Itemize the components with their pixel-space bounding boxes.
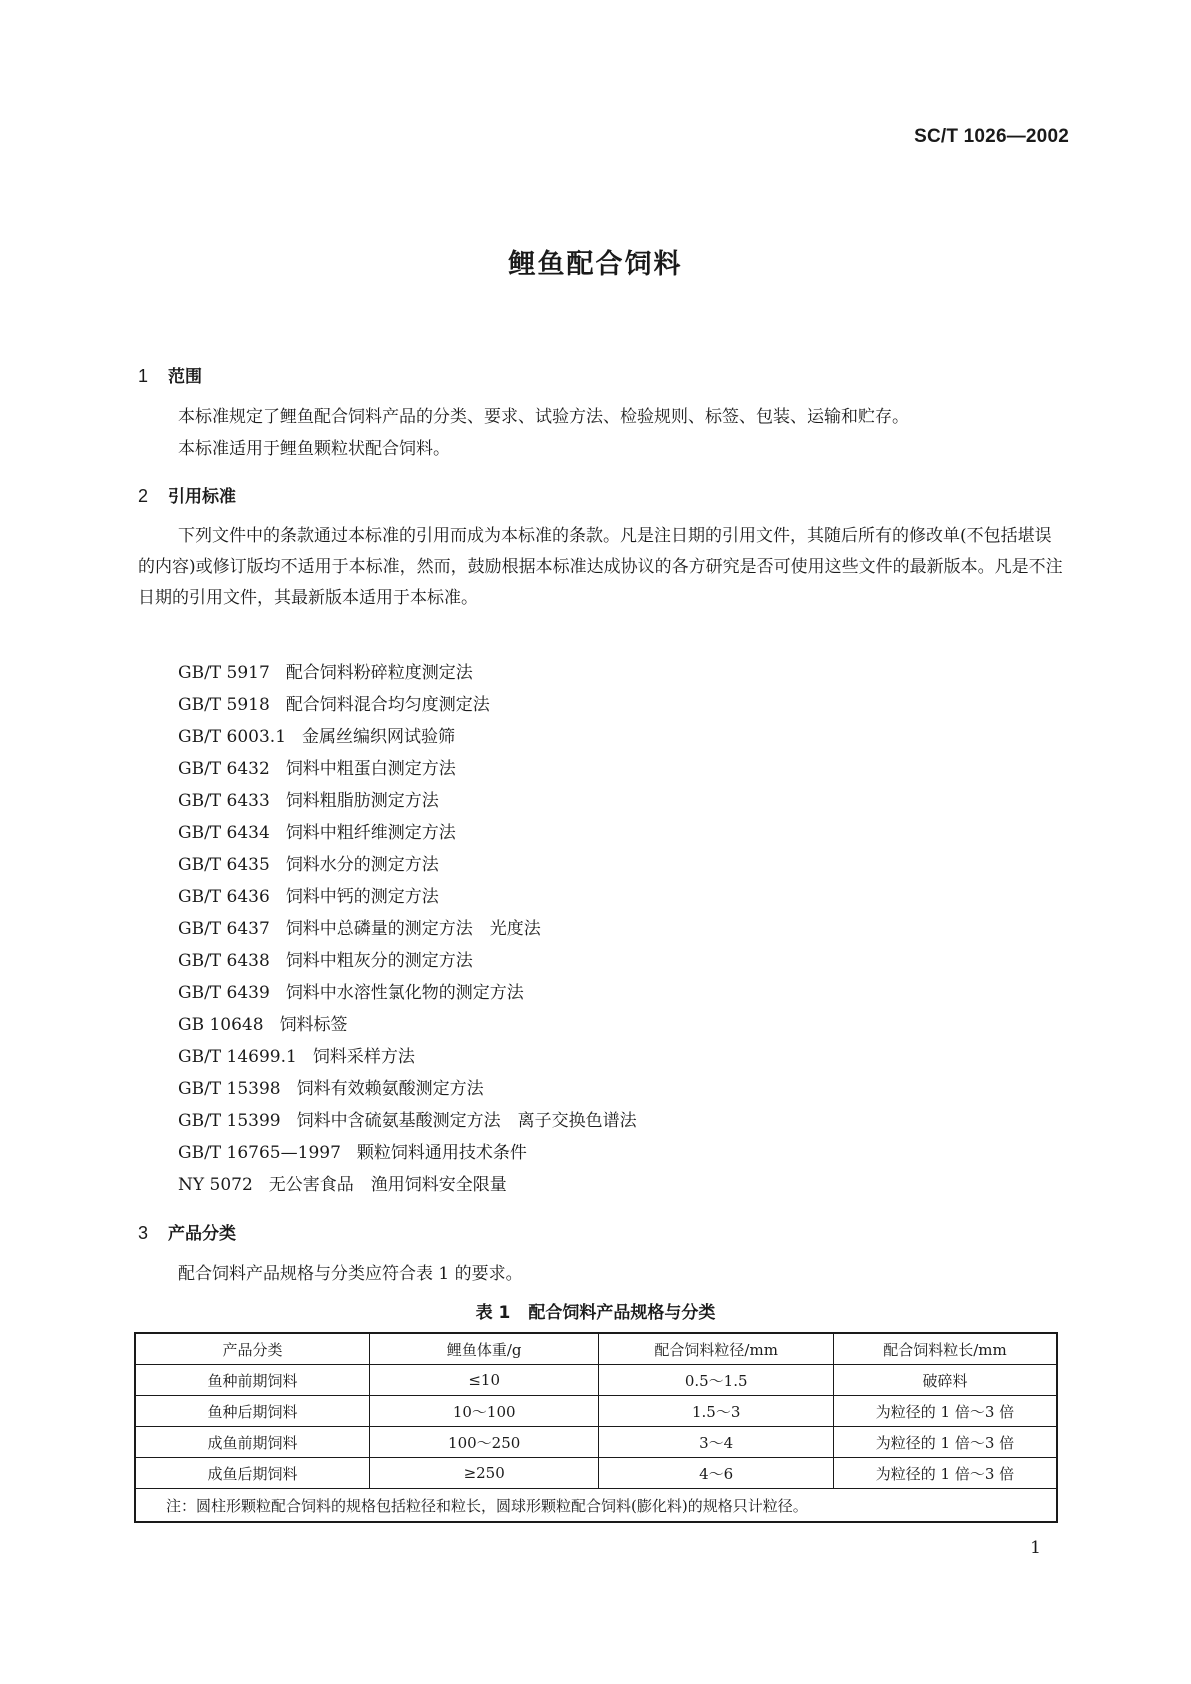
product-spec-table: [134, 1332, 1058, 1523]
table-row: [135, 1427, 1057, 1458]
reference-name: 饲料粗脂肪测定方法: [285, 791, 439, 811]
section-1-heading: [138, 362, 202, 387]
reference-name: 饲料中粗纤维测定方法: [285, 823, 456, 843]
document-title: 鲤鱼配合饲料: [508, 249, 683, 280]
reference-code: GB/T 15399: [178, 1111, 281, 1131]
table-cell: 鱼种前期饲料: [135, 1365, 369, 1396]
table-cell: 100～250: [369, 1427, 599, 1458]
reference-item: [178, 1169, 978, 1201]
table-cell: 鱼种后期饲料: [135, 1396, 369, 1427]
table-cell: 破碎料: [833, 1365, 1057, 1396]
reference-code: GB/T 6435: [178, 855, 270, 875]
section-number: 1: [138, 366, 149, 386]
reference-item: [178, 977, 978, 1009]
table-row: [135, 1396, 1057, 1427]
reference-code: GB/T 6003.1: [178, 727, 287, 747]
table-caption: [0, 1298, 1191, 1323]
table-cell: 0.5～1.5: [599, 1365, 834, 1396]
reference-name: 无公害食品 渔用饲料安全限量: [268, 1175, 507, 1195]
section-title: 范围: [168, 367, 202, 387]
reference-code: GB/T 5918: [178, 695, 270, 715]
reference-name: 饲料中含硫氨基酸测定方法 离子交换色谱法: [296, 1111, 637, 1131]
section-number: 2: [138, 486, 149, 506]
reference-item: [178, 1137, 978, 1169]
table-cell: 1.5～3: [599, 1396, 834, 1427]
table-row: [135, 1365, 1057, 1396]
reference-item: [178, 913, 978, 945]
table-note-row: [135, 1489, 1057, 1523]
reference-item: [178, 689, 978, 721]
section-title: 引用标准: [168, 487, 236, 507]
table-cell: ≥250: [369, 1458, 599, 1489]
reference-name: 配合饲料混合均匀度测定法: [285, 695, 490, 715]
table-cell: 为粒径的 1 倍～3 倍: [833, 1396, 1057, 1427]
table-header-cell: 产品分类: [135, 1333, 369, 1365]
reference-item: [178, 657, 978, 689]
reference-code: GB/T 6438: [178, 951, 270, 971]
table-header-row: [135, 1333, 1057, 1365]
reference-item: [178, 817, 978, 849]
table-header-cell: 配合饲料粒径/mm: [599, 1333, 834, 1365]
table-cell: ≤10: [369, 1365, 599, 1396]
table-cell: 4～6: [599, 1458, 834, 1489]
reference-name: 配合饲料粉碎粒度测定法: [285, 663, 473, 683]
standard-code: SC/T 1026—2002: [914, 126, 1069, 147]
reference-code: GB/T 14699.1: [178, 1047, 297, 1067]
table-header-cell: 鲤鱼体重/g: [369, 1333, 599, 1365]
section-title: 产品分类: [168, 1224, 236, 1244]
reference-code: GB/T 5917: [178, 663, 270, 683]
reference-name: 饲料中粗灰分的测定方法: [285, 951, 473, 971]
reference-name: 饲料中水溶性氯化物的测定方法: [285, 983, 524, 1003]
reference-name: 饲料采样方法: [312, 1047, 415, 1067]
table-cell: 为粒径的 1 倍～3 倍: [833, 1458, 1057, 1489]
reference-name: 金属丝编织网试验筛: [302, 727, 456, 747]
reference-item: [178, 721, 978, 753]
reference-name: 饲料标签: [279, 1015, 348, 1035]
table-title: 配合饲料产品规格与分类: [528, 1303, 716, 1323]
reference-item: [178, 1073, 978, 1105]
reference-code: GB/T 6432: [178, 759, 270, 779]
table-cell: 成鱼前期饲料: [135, 1427, 369, 1458]
section-1-paragraph-1: 本标准规定了鲤鱼配合饲料产品的分类、要求、试验方法、检验规则、标签、包装、运输和贮存。: [178, 407, 909, 427]
section-3-paragraph-1: 配合饲料产品规格与分类应符合表 1 的要求。: [178, 1264, 523, 1284]
table-cell: 成鱼后期饲料: [135, 1458, 369, 1489]
reference-code: GB/T 16765—1997: [178, 1143, 341, 1163]
reference-item: [178, 849, 978, 881]
reference-name: 饲料中总磷量的测定方法 光度法: [285, 919, 541, 939]
reference-code: GB/T 6436: [178, 887, 270, 907]
reference-item: [178, 1105, 978, 1137]
table-cell: 为粒径的 1 倍～3 倍: [833, 1427, 1057, 1458]
table-cell: 10～100: [369, 1396, 599, 1427]
table-cell: 3～4: [599, 1427, 834, 1458]
reference-name: 饲料有效赖氨酸测定方法: [296, 1079, 484, 1099]
page-number: 1: [1030, 1538, 1041, 1558]
section-2-paragraph-1: 下列文件中的条款通过本标准的引用而成为本标准的条款。凡是注日期的引用文件，其随后所有的修改单(不包括堪误的内容)或修订版均不适用于本标准，然而，鼓励根据本标准达成协议的各方研究是否可使用这些文件的最新版本。凡是不注日期的引用文件，其最新版本适用于本标准。: [138, 526, 1063, 608]
reference-code: GB/T 6434: [178, 823, 270, 843]
reference-name: 饲料水分的测定方法: [285, 855, 439, 875]
reference-code: GB/T 6437: [178, 919, 270, 939]
reference-name: 颗粒饲料通用技术条件: [356, 1143, 527, 1163]
table-header-cell: 配合饲料粒长/mm: [833, 1333, 1057, 1365]
section-1-paragraph-2: 本标准适用于鲤鱼颗粒状配合饲料。: [178, 439, 450, 459]
reference-item: [178, 945, 978, 977]
reference-code: GB 10648: [178, 1015, 264, 1035]
reference-code: NY 5072: [178, 1175, 253, 1195]
reference-name: 饲料中钙的测定方法: [285, 887, 439, 907]
reference-item: [178, 753, 978, 785]
section-2-heading: [138, 482, 236, 507]
table-note: 注：圆柱形颗粒配合饲料的规格包括粒径和粒长，圆球形颗粒配合饲料(膨化料)的规格只计粒径。: [135, 1489, 1057, 1523]
reference-name: 饲料中粗蛋白测定方法: [285, 759, 456, 779]
reference-item: [178, 1009, 978, 1041]
reference-item: [178, 1041, 978, 1073]
reference-code: GB/T 15398: [178, 1079, 281, 1099]
reference-list: [178, 657, 978, 1201]
table-number: 表 1: [475, 1303, 511, 1323]
section-3-heading: [138, 1219, 236, 1244]
section-number: 3: [138, 1223, 149, 1243]
reference-item: [178, 785, 978, 817]
reference-item: [178, 881, 978, 913]
table-row: [135, 1458, 1057, 1489]
reference-code: GB/T 6439: [178, 983, 270, 1003]
reference-code: GB/T 6433: [178, 791, 270, 811]
